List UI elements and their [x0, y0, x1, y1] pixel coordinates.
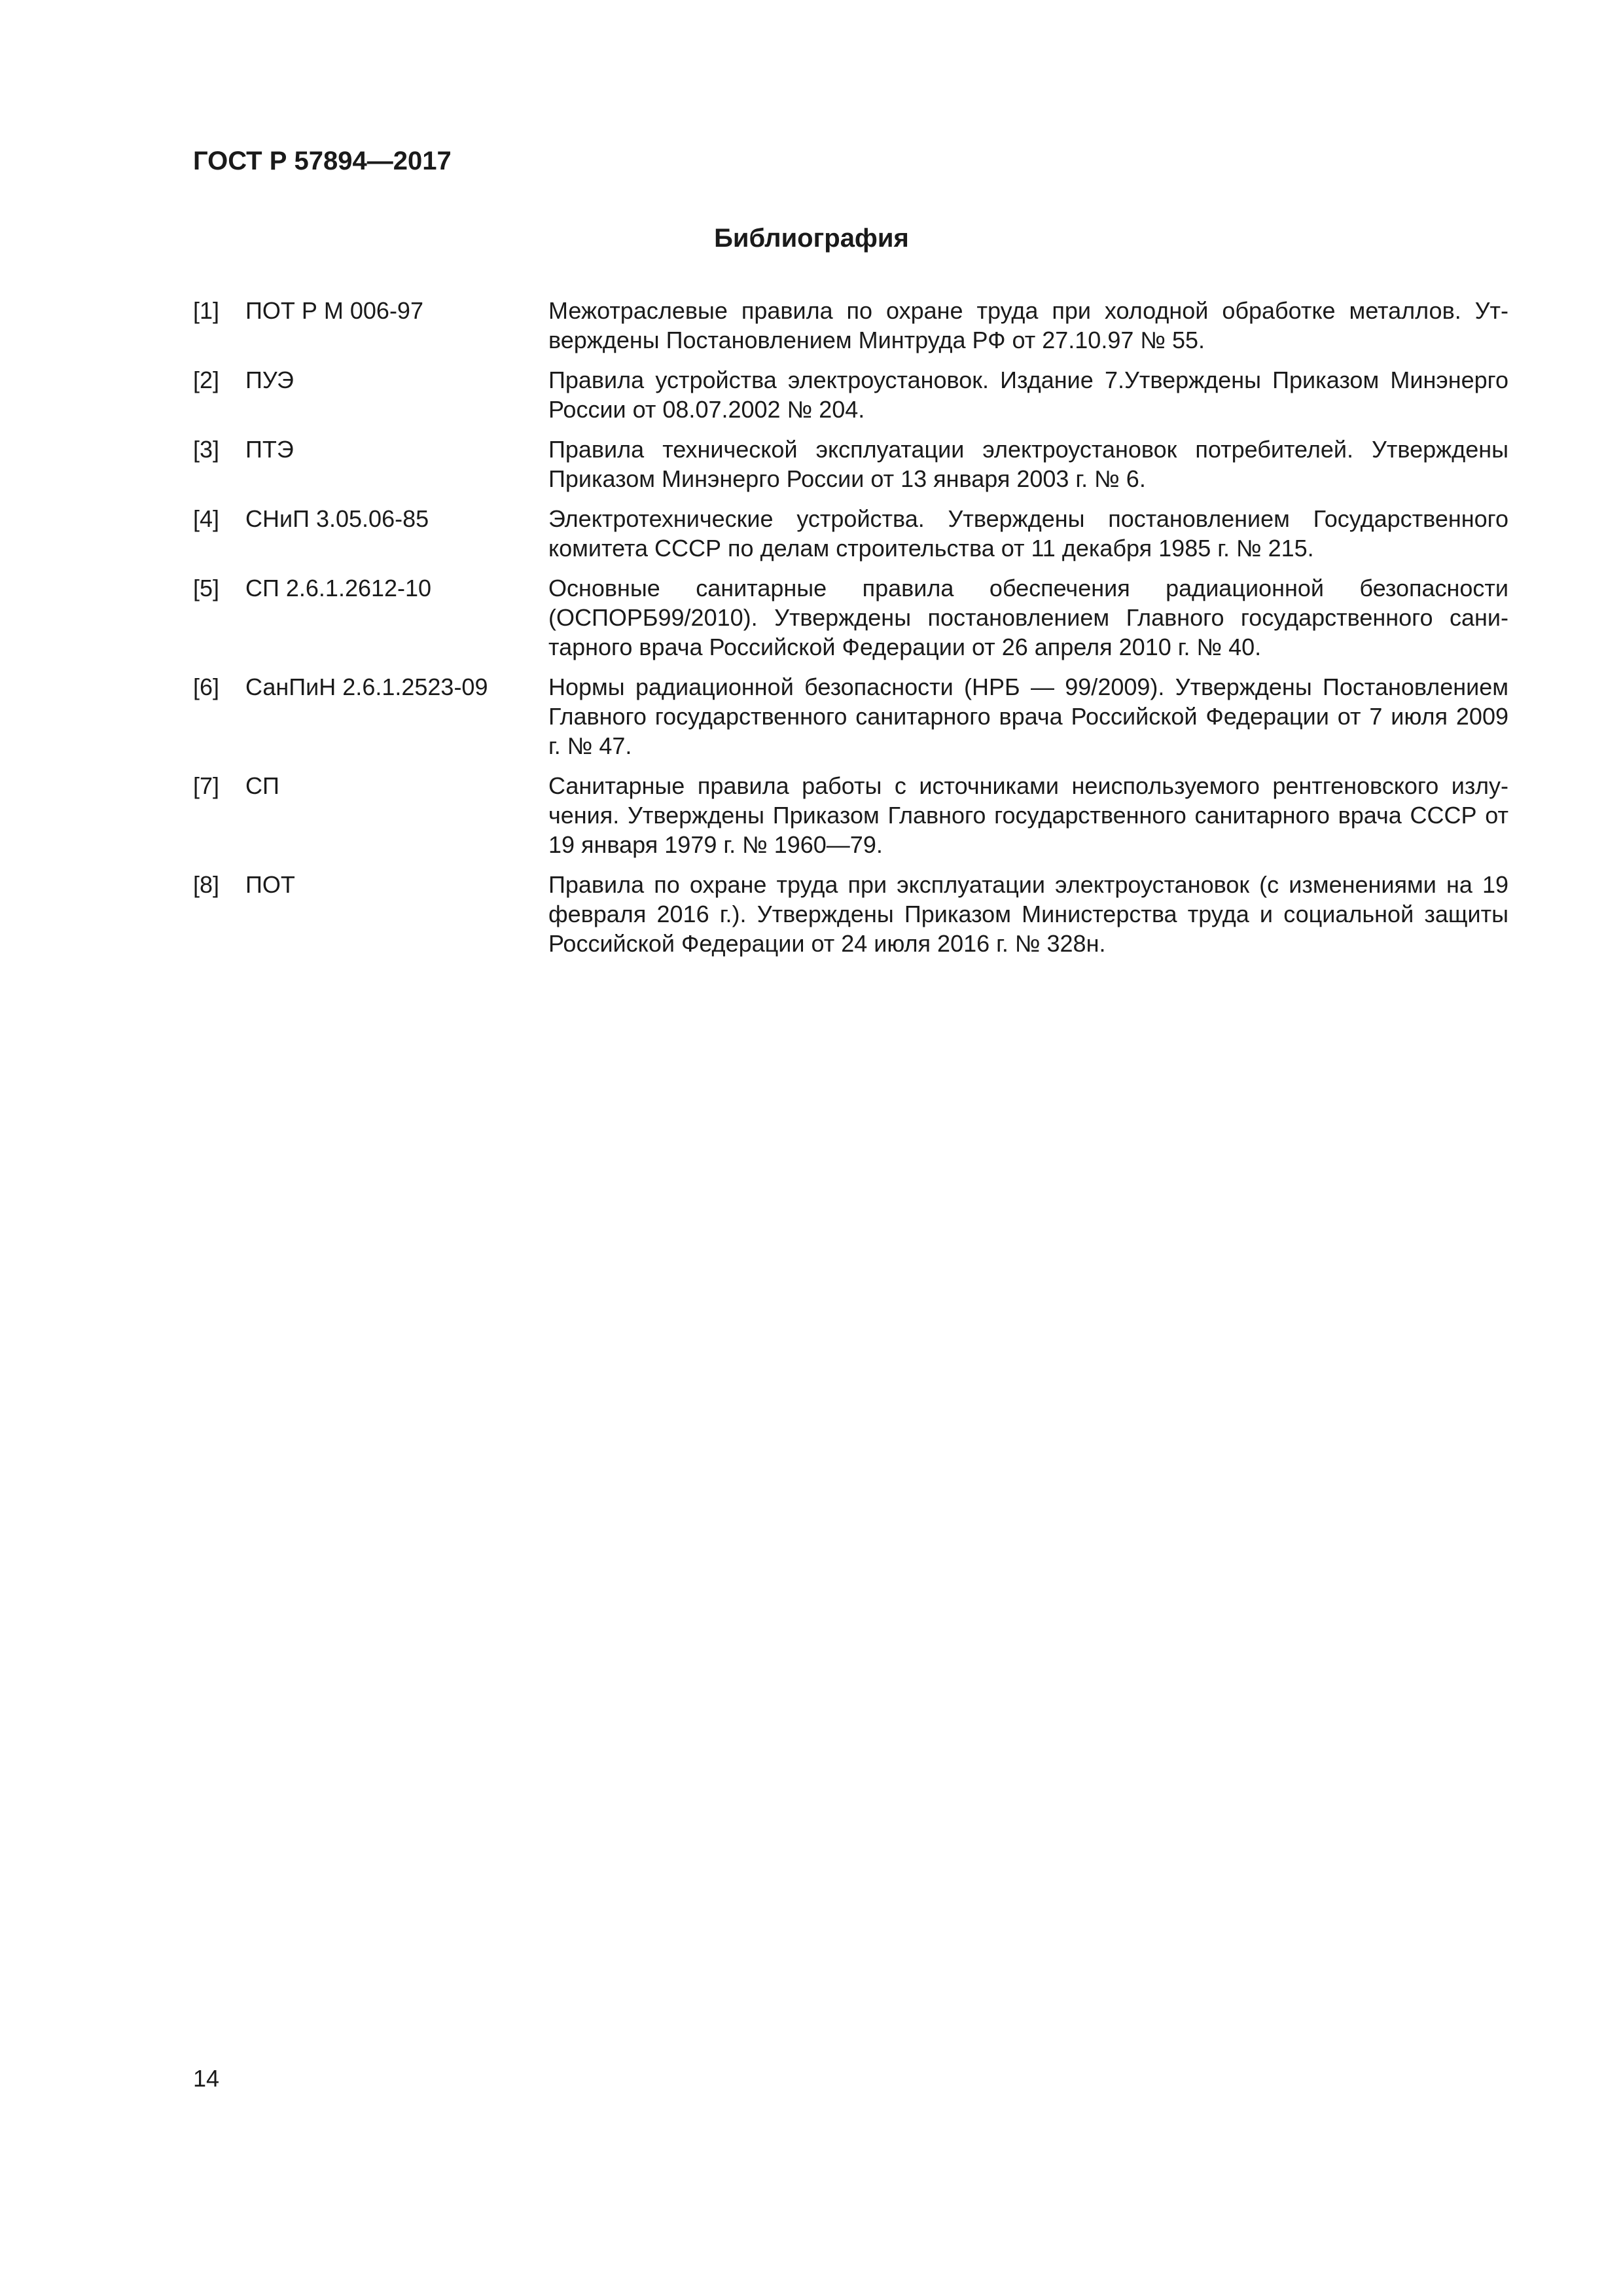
document-code-header: ГОСТ Р 57894—2017 — [193, 147, 452, 175]
entry-number: [3] — [193, 436, 220, 463]
entry-text: Правила устройства электроустановок. Издание 7.Утверждены Приказом Минэнерго России от 08.07.2002 № 204. — [548, 367, 1508, 423]
entry-code: СанПиН 2.6.1.2523-09 — [245, 673, 488, 700]
entry-number: [4] — [193, 505, 220, 532]
entry-number: [8] — [193, 871, 220, 898]
bibliography-entry-5 — [193, 573, 1508, 662]
entry-text: Электротехнические устройства. Утверждены постановлением Государственного комитета СССР по делам строительства от 11 декабря 1985 г. № 215. — [548, 505, 1508, 562]
entry-text: Правила по охране труда при эксплуатации электроустановок (с изменениями на 19 февраля 2016 г.). Утверждены Приказом Министерства труда и социальной защиты Российской Федерации от 24 июля 2016 г. № 328н. — [548, 871, 1508, 957]
entry-code: ПУЭ — [245, 367, 294, 393]
entry-number: [5] — [193, 575, 220, 601]
entry-code: ПОТ Р М 006-97 — [245, 297, 423, 324]
entry-code: СП — [245, 772, 279, 799]
bibliography-entry-8 — [193, 870, 1508, 958]
page-number: 14 — [193, 2065, 220, 2092]
entry-code: СП 2.6.1.2612-10 — [245, 575, 432, 601]
bibliography-entry-3 — [193, 435, 1508, 493]
bibliography-entry-7 — [193, 771, 1508, 859]
entry-number: [1] — [193, 297, 220, 324]
entry-text: Межотраслевые правила по охране труда при холодной обработке металлов. Утверждены Постановлением Минтруда РФ от 27.10.97 № 55. — [548, 297, 1508, 353]
entry-text: Санитарные правила работы с источниками неиспользуемого рентгеновского излучения. Утверждены Приказом Главного государственного санитарного врача СССР от 19 января 1979 г. № 1960—79. — [548, 772, 1508, 858]
entry-text: Нормы радиационной безопасности (НРБ — 99/2009). Утверждены Постановлением Главного государственного санитарного врача Российской Федерации от 7 июля 2009 г. № 47. — [548, 673, 1508, 759]
bibliography-entry-1 — [193, 296, 1508, 355]
section-title: Библиография — [714, 224, 909, 253]
entry-text: Основные санитарные правила обеспечения радиационной безопасности (ОСПОРБ99/2010). Утверждены постановлением Главного государственного санитарного врача Российской Федерации от 26 апреля 2010 г. № 40. — [548, 575, 1508, 660]
bibliography-entry-2 — [193, 365, 1508, 424]
bibliography-list — [193, 296, 1508, 969]
entry-code: СНиП 3.05.06-85 — [245, 505, 429, 532]
entry-number: [6] — [193, 673, 220, 700]
entry-code: ПТЭ — [245, 436, 294, 463]
entry-number: [7] — [193, 772, 220, 799]
bibliography-entry-6 — [193, 672, 1508, 761]
entry-number: [2] — [193, 367, 220, 393]
entry-text: Правила технической эксплуатации электроустановок потребителей. Утверждены Приказом Минэнерго России от 13 января 2003 г. № 6. — [548, 436, 1508, 492]
bibliography-entry-4 — [193, 504, 1508, 563]
entry-code: ПОТ — [245, 871, 295, 898]
